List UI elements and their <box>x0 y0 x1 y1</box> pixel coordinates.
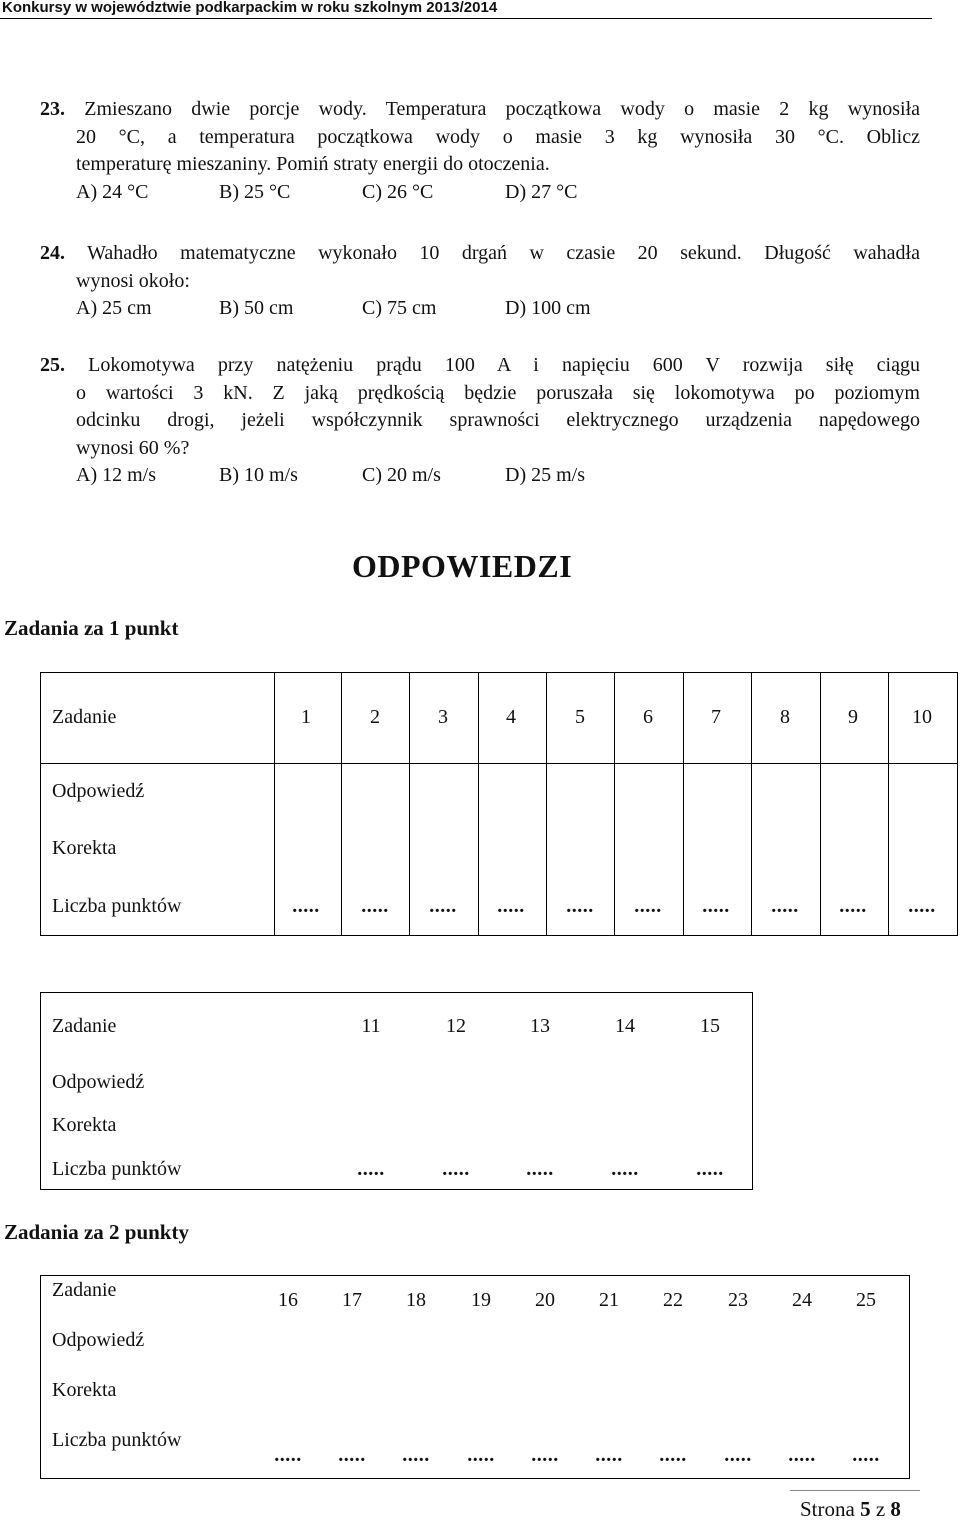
points-placeholder-cell: ..... <box>531 1444 559 1466</box>
row-label-correction: Korekta <box>52 837 117 859</box>
option-b: B) 50 cm <box>219 297 294 319</box>
question-text-line: Zmieszano dwie porcje wody. Temperatura początkowa wody o masie 2 kg wynosiła <box>84 98 920 120</box>
task-number-cell: 8 <box>780 706 790 728</box>
row-label-answer: Odpowiedź <box>52 1071 145 1093</box>
task-number-cell: 5 <box>575 706 585 728</box>
task-number-cell: 19 <box>471 1289 491 1311</box>
task-number-cell: 16 <box>278 1289 298 1311</box>
question-24 <box>40 240 920 323</box>
points-placeholder-cell: ..... <box>852 1444 880 1466</box>
question-number: 25. <box>40 354 65 376</box>
task-number-cell: 10 <box>912 706 932 728</box>
option-d: D) 25 m/s <box>505 464 585 486</box>
points-placeholder-cell: ..... <box>338 1444 366 1466</box>
option-d: D) 100 cm <box>505 297 591 319</box>
question-number: 24. <box>40 242 65 264</box>
points-placeholder-cell: ..... <box>442 1158 470 1180</box>
task-number-cell: 13 <box>530 1015 550 1037</box>
points-placeholder-cell: ..... <box>702 895 730 917</box>
answers-title: ODPOWIEDZI <box>352 548 573 584</box>
row-label-correction: Korekta <box>52 1379 117 1401</box>
task-number-cell: 9 <box>848 706 858 728</box>
points-placeholder-cell: ..... <box>467 1444 495 1466</box>
points-placeholder-cell: ..... <box>274 1444 302 1466</box>
question-text-line: Wahadło matematyczne wykonało 10 drgań w czasie 20 sekund. Długość wahadła <box>87 242 920 264</box>
answer-options <box>40 295 920 323</box>
answer-options <box>40 179 920 207</box>
question-25 <box>40 352 920 490</box>
points-placeholder-cell: ..... <box>595 1444 623 1466</box>
task-number-cell: 15 <box>700 1015 720 1037</box>
points-placeholder-cell: ..... <box>696 1158 724 1180</box>
option-a: A) 24 °C <box>76 180 149 203</box>
footer-prefix: Strona <box>800 1497 861 1521</box>
footer-middle: z <box>870 1497 891 1521</box>
task-number-cell: 23 <box>728 1289 748 1311</box>
question-text-line: wynosi 60 %? <box>76 436 190 459</box>
points-placeholder-cell: ..... <box>429 895 457 917</box>
task-number-cell: 22 <box>663 1289 683 1311</box>
row-label-correction: Korekta <box>52 1114 117 1136</box>
points-placeholder-cell: ..... <box>839 895 867 917</box>
row-label-task: Zadanie <box>52 706 117 728</box>
option-b: B) 25 °C <box>219 180 291 203</box>
task-number-cell: 14 <box>615 1015 635 1037</box>
question-text-line: odcinku drogi, jeżeli współczynnik sprawności elektrycznego urządzenia napędowego <box>76 409 920 431</box>
task-number-cell: 20 <box>535 1289 555 1311</box>
points-placeholder-cell: ..... <box>634 895 662 917</box>
option-c: C) 20 m/s <box>362 464 441 486</box>
row-label-task: Zadanie <box>52 1015 117 1037</box>
points-placeholder-cell: ..... <box>724 1444 752 1466</box>
section-title-2-points: Zadania za 2 punkty <box>4 1220 189 1244</box>
section-title-1-point: Zadania za 1 punkt <box>4 616 179 640</box>
task-number-cell: 7 <box>711 706 721 728</box>
question-23 <box>40 96 920 206</box>
points-placeholder-cell: ..... <box>908 895 936 917</box>
task-number-cell: 18 <box>406 1289 426 1311</box>
row-label-task: Zadanie <box>52 1279 117 1301</box>
question-text-line: o wartości 3 kN. Z jaką prędkością będzie poruszała się lokomotywa po poziomym <box>76 381 920 404</box>
row-label-answer: Odpowiedź <box>52 780 145 802</box>
question-text-line: wynosi około: <box>76 269 190 292</box>
page-footer <box>800 1497 901 1522</box>
question-text-line: Lokomotywa przy natężeniu prądu 100 A i napięciu 600 V rozwija siłę ciągu <box>88 354 920 376</box>
option-b: B) 10 m/s <box>219 464 298 486</box>
points-placeholder-cell: ..... <box>357 1158 385 1180</box>
points-placeholder-cell: ..... <box>659 1444 687 1466</box>
task-number-cell: 24 <box>792 1289 812 1311</box>
option-a: A) 25 cm <box>76 297 152 319</box>
row-label-points: Liczba punktów <box>52 1429 182 1451</box>
footer-total: 8 <box>890 1497 901 1521</box>
row-label-points: Liczba punktów <box>52 895 182 917</box>
task-number-cell: 6 <box>643 706 653 728</box>
points-placeholder-cell: ..... <box>771 895 799 917</box>
task-number-cell: 11 <box>361 1015 381 1037</box>
points-placeholder-cell: ..... <box>611 1158 639 1180</box>
task-number-cell: 2 <box>370 706 380 728</box>
row-label-answer: Odpowiedź <box>52 1329 145 1351</box>
question-text-line: 20 °C, a temperatura początkowa wody o masie 3 kg wynosiła 30 °C. Oblicz <box>76 125 920 148</box>
task-number-cell: 25 <box>856 1289 876 1311</box>
points-placeholder-cell: ..... <box>497 895 525 917</box>
option-d: D) 27 °C <box>505 180 578 203</box>
option-c: C) 75 cm <box>362 297 437 319</box>
task-number-cell: 4 <box>506 706 516 728</box>
task-number-cell: 21 <box>599 1289 619 1311</box>
task-number-cell: 3 <box>438 706 448 728</box>
task-number-cell: 1 <box>301 706 311 728</box>
question-text-line: temperaturę mieszaniny. Pomiń straty energii do otoczenia. <box>76 153 550 175</box>
task-number-cell: 12 <box>446 1015 466 1037</box>
option-a: A) 12 m/s <box>76 464 156 486</box>
points-placeholder-cell: ..... <box>788 1444 816 1466</box>
answer-options <box>40 462 920 490</box>
points-placeholder-cell: ..... <box>566 895 594 917</box>
points-placeholder-cell: ..... <box>402 1444 430 1466</box>
points-placeholder-cell: ..... <box>292 895 320 917</box>
points-placeholder-cell: ..... <box>526 1158 554 1180</box>
footer-page: 5 <box>860 1497 871 1521</box>
page-header: Konkursy w województwie podkarpackim w roku szkolnym 2013/2014 <box>0 0 932 19</box>
points-placeholder-cell: ..... <box>361 895 389 917</box>
row-label-points: Liczba punktów <box>52 1158 182 1180</box>
question-number: 23. <box>40 98 65 120</box>
option-c: C) 26 °C <box>362 180 434 203</box>
task-number-cell: 17 <box>342 1289 362 1311</box>
